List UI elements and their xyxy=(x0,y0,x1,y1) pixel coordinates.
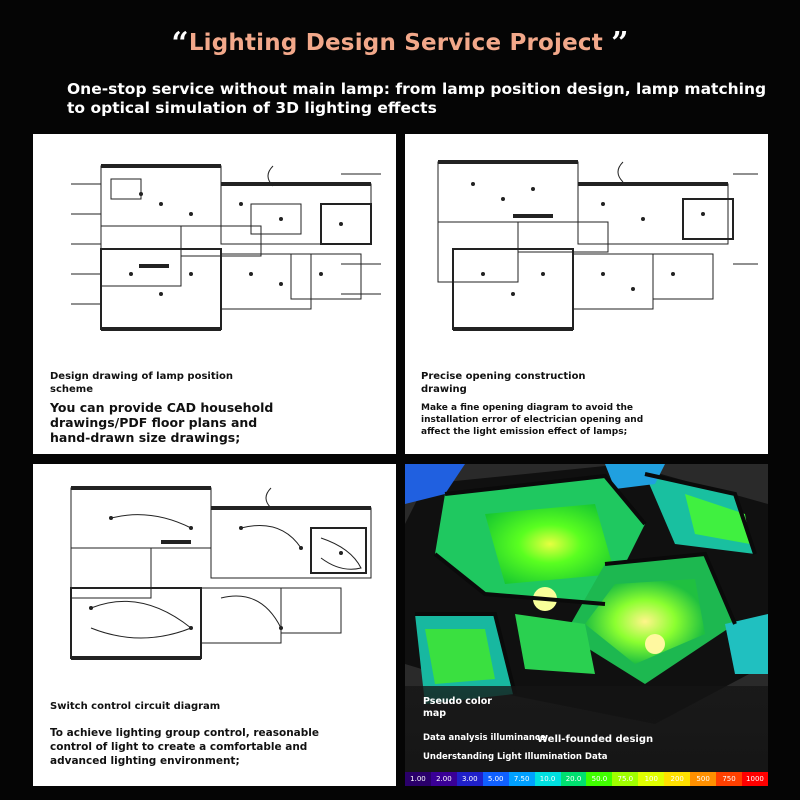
floor-plan-circuit xyxy=(41,478,389,668)
card-body: To achieve lighting group control, reasonable control of light to create a comfortable and advanced lighting environment; xyxy=(50,727,319,767)
scale-step: 200 xyxy=(664,772,690,786)
card-switch-circuit xyxy=(33,464,396,786)
scale-step: 3.00 xyxy=(457,772,483,786)
label-understanding: Understanding Light Illumination Data xyxy=(423,752,608,762)
card-title: Switch control circuit diagram xyxy=(50,701,221,712)
label-pseudo-color-map: Pseudo color map xyxy=(423,696,492,719)
page-subtitle: One-stop service without main lamp: from lamp position design, lamp matching to optical simulation of 3D lighting effects xyxy=(67,80,767,117)
card-opening-construction xyxy=(405,134,768,454)
card-body: You can provide CAD household drawings/PDF floor plans and hand-drawn size drawings; xyxy=(50,400,274,445)
scale-step: 75.0 xyxy=(612,772,638,786)
scale-step: 1000 xyxy=(742,772,768,786)
scale-step: 750 xyxy=(716,772,742,786)
scale-step: 500 xyxy=(690,772,716,786)
scale-step: 20.0 xyxy=(561,772,587,786)
card-title: Design drawing of lamp position scheme xyxy=(50,371,234,395)
scale-step: 100 xyxy=(638,772,664,786)
page-title xyxy=(0,26,800,61)
floor-plan-opening xyxy=(413,144,761,344)
floor-plan-lamp-position xyxy=(41,144,389,344)
card-lamp-position xyxy=(33,134,396,454)
scale-step: 2.00 xyxy=(431,772,457,786)
scale-step: 5.00 xyxy=(483,772,509,786)
card-title: Precise opening construction drawing xyxy=(421,371,586,395)
card-body: Make a fine opening diagram to avoid the installation error of electrician opening and affect the light emission effect of lamps; xyxy=(421,403,644,437)
title-text: Lighting Design Service Project xyxy=(188,30,603,56)
quote-close: ” xyxy=(611,26,629,61)
scale-step: 50.0 xyxy=(586,772,612,786)
label-well-founded: Well-founded design xyxy=(537,734,654,745)
scale-step: 1.00 xyxy=(405,772,431,786)
scale-step: 7.50 xyxy=(509,772,535,786)
scale-step: 10.0 xyxy=(535,772,561,786)
quote-open: “ xyxy=(171,26,189,61)
illuminance-heatmap xyxy=(405,464,768,786)
label-data-analysis: Data analysis illuminance xyxy=(423,733,546,743)
illuminance-scale xyxy=(405,772,768,786)
